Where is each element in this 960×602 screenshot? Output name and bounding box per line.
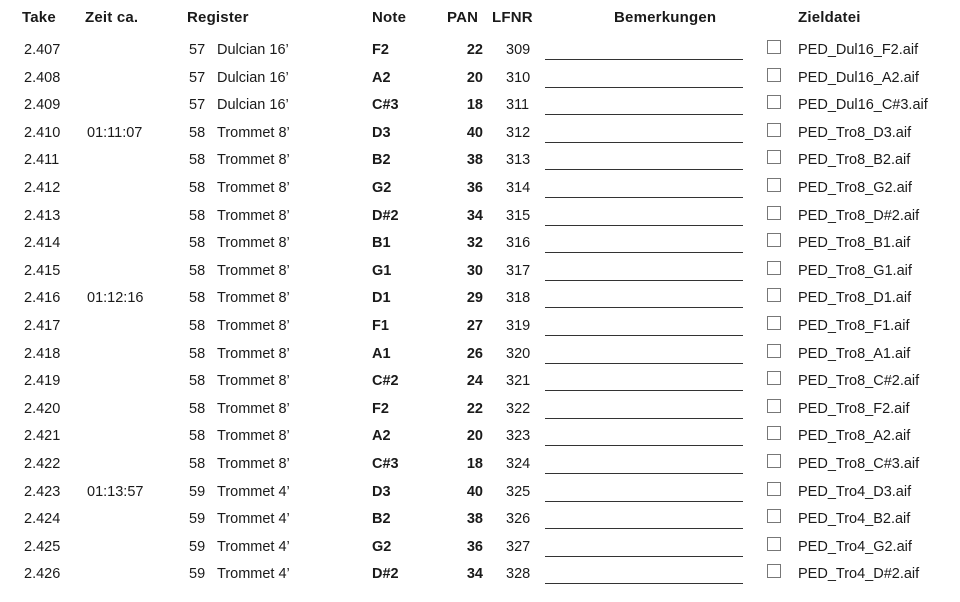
note-cell: D#2 bbox=[372, 207, 399, 224]
register-number: 58 bbox=[189, 373, 206, 390]
bemerkungen-line[interactable] bbox=[545, 197, 743, 198]
register-name: Trommet 8’ bbox=[217, 290, 290, 307]
done-checkbox[interactable] bbox=[767, 261, 781, 275]
done-checkbox[interactable] bbox=[767, 233, 781, 247]
register-number: 58 bbox=[189, 152, 206, 169]
note-cell: F2 bbox=[372, 42, 389, 58]
zieldatei-cell: PED_Dul16_A2.aif bbox=[798, 69, 919, 86]
register-name: Trommet 4’ bbox=[217, 566, 290, 583]
note-cell: C#2 bbox=[372, 373, 399, 390]
take-cell: 2.407 bbox=[24, 42, 61, 58]
register-name: Trommet 8’ bbox=[217, 345, 290, 362]
table-row bbox=[0, 204, 960, 232]
zieldatei-cell: PED_Tro8_F1.aif bbox=[798, 318, 910, 334]
take-cell: 2.420 bbox=[24, 400, 61, 417]
zieldatei-cell: PED_Tro8_B2.aif bbox=[798, 152, 911, 169]
register-number: 57 bbox=[189, 42, 206, 58]
register-name: Trommet 8’ bbox=[217, 207, 290, 224]
register-number: 57 bbox=[189, 97, 206, 114]
done-checkbox[interactable] bbox=[767, 288, 781, 302]
note-cell: D3 bbox=[372, 124, 391, 141]
register-number: 59 bbox=[189, 538, 206, 555]
register-number: 58 bbox=[189, 124, 206, 141]
register-name: Dulcian 16’ bbox=[217, 97, 289, 114]
register-number: 58 bbox=[189, 180, 206, 196]
done-checkbox[interactable] bbox=[767, 150, 781, 164]
done-checkbox[interactable] bbox=[767, 316, 781, 330]
zieldatei-cell: PED_Tro4_G2.aif bbox=[798, 538, 912, 555]
take-cell: 2.421 bbox=[24, 428, 61, 445]
table-row bbox=[0, 93, 960, 121]
note-cell: A1 bbox=[372, 345, 391, 362]
register-number: 57 bbox=[189, 69, 206, 86]
note-cell: D1 bbox=[372, 290, 391, 307]
done-checkbox[interactable] bbox=[767, 426, 781, 440]
done-checkbox[interactable] bbox=[767, 123, 781, 137]
done-checkbox[interactable] bbox=[767, 482, 781, 496]
take-cell: 2.418 bbox=[24, 345, 61, 362]
table-row bbox=[0, 66, 960, 94]
take-cell: 2.414 bbox=[24, 235, 61, 252]
done-checkbox[interactable] bbox=[767, 178, 781, 192]
register-number: 58 bbox=[189, 456, 206, 472]
register-name: Dulcian 16’ bbox=[217, 42, 289, 58]
table-row bbox=[0, 38, 960, 66]
pan-cell: 40 bbox=[466, 483, 483, 500]
pan-cell: 38 bbox=[466, 152, 483, 169]
lfnr-cell: 320 bbox=[506, 345, 531, 362]
table-row bbox=[0, 176, 960, 204]
register-number: 58 bbox=[189, 235, 206, 252]
take-cell: 2.415 bbox=[24, 262, 61, 279]
take-cell: 2.417 bbox=[24, 318, 61, 334]
note-cell: F1 bbox=[372, 318, 389, 334]
lfnr-cell: 316 bbox=[506, 235, 531, 252]
done-checkbox[interactable] bbox=[767, 68, 781, 82]
done-checkbox[interactable] bbox=[767, 344, 781, 358]
zieldatei-cell: PED_Tro4_D#2.aif bbox=[798, 566, 920, 583]
pan-cell: 27 bbox=[466, 318, 483, 334]
table-row bbox=[0, 148, 960, 176]
header-zeit: Zeit ca. bbox=[85, 9, 139, 26]
done-checkbox[interactable] bbox=[767, 399, 781, 413]
done-checkbox[interactable] bbox=[767, 371, 781, 385]
register-name: Trommet 8’ bbox=[217, 180, 290, 196]
lfnr-cell: 327 bbox=[506, 538, 531, 555]
bemerkungen-line[interactable] bbox=[545, 280, 743, 281]
register-number: 59 bbox=[189, 511, 206, 528]
header-note: Note bbox=[372, 9, 407, 26]
lfnr-cell: 328 bbox=[506, 566, 531, 583]
note-cell: C#3 bbox=[372, 97, 399, 114]
bemerkungen-line[interactable] bbox=[545, 142, 743, 143]
header-lfnr: LFNR bbox=[492, 9, 533, 26]
table-row bbox=[0, 369, 960, 397]
zieldatei-cell: PED_Tro8_D1.aif bbox=[798, 290, 912, 307]
register-name: Trommet 8’ bbox=[217, 124, 290, 141]
zieldatei-cell: PED_Tro8_A2.aif bbox=[798, 428, 911, 445]
note-cell: A2 bbox=[372, 69, 391, 86]
take-cell: 2.425 bbox=[24, 538, 61, 555]
lfnr-cell: 323 bbox=[506, 428, 531, 445]
zieldatei-cell: PED_Tro8_D#2.aif bbox=[798, 207, 920, 224]
table-row bbox=[0, 562, 960, 590]
register-name: Trommet 8’ bbox=[217, 373, 290, 390]
bemerkungen-line[interactable] bbox=[545, 501, 743, 502]
bemerkungen-line[interactable] bbox=[545, 583, 743, 584]
register-name: Trommet 8’ bbox=[217, 262, 290, 279]
lfnr-cell: 325 bbox=[506, 483, 531, 500]
zieldatei-cell: PED_Tro8_F2.aif bbox=[798, 400, 910, 417]
register-name: Trommet 8’ bbox=[217, 318, 290, 334]
register-number: 58 bbox=[189, 400, 206, 417]
bemerkungen-line[interactable] bbox=[545, 307, 743, 308]
register-number: 59 bbox=[189, 566, 206, 583]
table-row bbox=[0, 424, 960, 452]
take-cell: 2.411 bbox=[24, 152, 60, 169]
header-pan: PAN bbox=[447, 9, 479, 26]
header-register: Register bbox=[187, 9, 249, 26]
pan-cell: 20 bbox=[466, 69, 483, 86]
lfnr-cell: 326 bbox=[506, 511, 531, 528]
header-zieldatei: Zieldatei bbox=[798, 9, 861, 26]
note-cell: G2 bbox=[372, 180, 392, 196]
table-row bbox=[0, 231, 960, 259]
take-cell: 2.424 bbox=[24, 511, 61, 528]
lfnr-cell: 313 bbox=[506, 152, 531, 169]
take-cell: 2.409 bbox=[24, 97, 61, 114]
pan-cell: 38 bbox=[466, 511, 483, 528]
register-number: 58 bbox=[189, 318, 206, 334]
pan-cell: 20 bbox=[466, 428, 483, 445]
bemerkungen-line[interactable] bbox=[545, 556, 743, 557]
zieldatei-cell: PED_Tro8_B1.aif bbox=[798, 235, 911, 252]
lfnr-cell: 311 bbox=[506, 97, 530, 114]
table-row bbox=[0, 452, 960, 480]
note-cell: D3 bbox=[372, 483, 391, 500]
zieldatei-cell: PED_Tro8_D3.aif bbox=[798, 124, 912, 141]
table-row bbox=[0, 121, 960, 149]
table-row bbox=[0, 397, 960, 425]
note-cell: D#2 bbox=[372, 566, 399, 583]
pan-cell: 34 bbox=[466, 566, 483, 583]
register-name: Dulcian 16’ bbox=[217, 69, 289, 86]
note-cell: B2 bbox=[372, 152, 391, 169]
register-name: Trommet 8’ bbox=[217, 456, 290, 472]
zieldatei-cell: PED_Tro8_C#3.aif bbox=[798, 456, 920, 472]
done-checkbox[interactable] bbox=[767, 40, 781, 54]
take-cell: 2.426 bbox=[24, 566, 61, 583]
lfnr-cell: 318 bbox=[506, 290, 531, 307]
register-name: Trommet 8’ bbox=[217, 152, 290, 169]
zeit-cell: 01:12:16 bbox=[87, 290, 144, 307]
zieldatei-cell: PED_Tro4_B2.aif bbox=[798, 511, 911, 528]
note-cell: F2 bbox=[372, 400, 389, 417]
lfnr-cell: 319 bbox=[506, 318, 531, 334]
bemerkungen-line[interactable] bbox=[545, 169, 743, 170]
table-row bbox=[0, 314, 960, 342]
pan-cell: 29 bbox=[466, 290, 483, 307]
table-row bbox=[0, 286, 960, 314]
note-cell: B1 bbox=[372, 235, 391, 252]
done-checkbox[interactable] bbox=[767, 95, 781, 109]
pan-cell: 30 bbox=[466, 262, 483, 279]
zieldatei-cell: PED_Tro8_G1.aif bbox=[798, 262, 912, 279]
bemerkungen-line[interactable] bbox=[545, 87, 743, 88]
note-cell: A2 bbox=[372, 428, 391, 445]
take-cell: 2.412 bbox=[24, 180, 61, 196]
take-cell: 2.410 bbox=[24, 124, 61, 141]
bemerkungen-line[interactable] bbox=[545, 59, 743, 60]
lfnr-cell: 321 bbox=[506, 373, 531, 390]
done-checkbox[interactable] bbox=[767, 454, 781, 468]
bemerkungen-line[interactable] bbox=[545, 418, 743, 419]
note-cell: B2 bbox=[372, 511, 391, 528]
done-checkbox[interactable] bbox=[767, 206, 781, 220]
pan-cell: 36 bbox=[466, 180, 483, 196]
pan-cell: 32 bbox=[466, 235, 483, 252]
take-cell: 2.416 bbox=[24, 290, 61, 307]
zeit-cell: 01:13:57 bbox=[87, 483, 144, 500]
pan-cell: 18 bbox=[466, 456, 483, 472]
note-cell: G1 bbox=[372, 262, 392, 279]
take-cell: 2.413 bbox=[24, 207, 61, 224]
register-name: Trommet 4’ bbox=[217, 538, 290, 555]
pan-cell: 22 bbox=[466, 42, 483, 58]
zieldatei-cell: PED_Tro4_D3.aif bbox=[798, 483, 912, 500]
pan-cell: 24 bbox=[466, 373, 483, 390]
bemerkungen-line[interactable] bbox=[545, 363, 743, 364]
bemerkungen-line[interactable] bbox=[545, 114, 743, 115]
take-cell: 2.419 bbox=[24, 373, 61, 390]
register-name: Trommet 8’ bbox=[217, 428, 290, 445]
register-name: Trommet 4’ bbox=[217, 511, 290, 528]
take-cell: 2.423 bbox=[24, 483, 61, 500]
register-number: 58 bbox=[189, 428, 206, 445]
lfnr-cell: 312 bbox=[506, 124, 531, 141]
bemerkungen-line[interactable] bbox=[545, 473, 743, 474]
pan-cell: 26 bbox=[466, 345, 483, 362]
register-name: Trommet 8’ bbox=[217, 235, 290, 252]
pan-cell: 40 bbox=[466, 124, 483, 141]
done-checkbox[interactable] bbox=[767, 564, 781, 578]
register-number: 58 bbox=[189, 290, 206, 307]
zieldatei-cell: PED_Tro8_A1.aif bbox=[798, 345, 911, 362]
bemerkungen-line[interactable] bbox=[545, 445, 743, 446]
table-row bbox=[0, 535, 960, 563]
bemerkungen-line[interactable] bbox=[545, 335, 743, 336]
register-number: 58 bbox=[189, 207, 206, 224]
lfnr-cell: 315 bbox=[506, 207, 531, 224]
pan-cell: 36 bbox=[466, 538, 483, 555]
lfnr-cell: 314 bbox=[506, 180, 531, 196]
lfnr-cell: 322 bbox=[506, 400, 531, 417]
register-number: 59 bbox=[189, 483, 206, 500]
lfnr-cell: 317 bbox=[506, 262, 531, 279]
pan-cell: 22 bbox=[466, 400, 483, 417]
note-cell: C#3 bbox=[372, 456, 399, 472]
take-cell: 2.422 bbox=[24, 456, 61, 472]
header-take: Take bbox=[22, 9, 56, 26]
register-name: Trommet 4’ bbox=[217, 483, 290, 500]
take-cell: 2.408 bbox=[24, 69, 61, 86]
register-name: Trommet 8’ bbox=[217, 400, 290, 417]
zeit-cell: 01:11:07 bbox=[87, 124, 143, 141]
note-cell: G2 bbox=[372, 538, 392, 555]
done-checkbox[interactable] bbox=[767, 509, 781, 523]
lfnr-cell: 309 bbox=[506, 42, 531, 58]
table-row bbox=[0, 507, 960, 535]
lfnr-cell: 324 bbox=[506, 456, 531, 472]
register-number: 58 bbox=[189, 262, 206, 279]
table-row bbox=[0, 259, 960, 287]
zieldatei-cell: PED_Dul16_C#3.aif bbox=[798, 97, 928, 114]
lfnr-cell: 310 bbox=[506, 69, 531, 86]
bemerkungen-line[interactable] bbox=[545, 252, 743, 253]
done-checkbox[interactable] bbox=[767, 537, 781, 551]
table-row bbox=[0, 342, 960, 370]
bemerkungen-line[interactable] bbox=[545, 225, 743, 226]
pan-cell: 34 bbox=[466, 207, 483, 224]
bemerkungen-line[interactable] bbox=[545, 528, 743, 529]
zieldatei-cell: PED_Dul16_F2.aif bbox=[798, 42, 919, 58]
register-number: 58 bbox=[189, 345, 206, 362]
zieldatei-cell: PED_Tro8_C#2.aif bbox=[798, 373, 920, 390]
pan-cell: 18 bbox=[466, 97, 483, 114]
table-row bbox=[0, 480, 960, 508]
bemerkungen-line[interactable] bbox=[545, 390, 743, 391]
header-bemerkungen: Bemerkungen bbox=[614, 9, 717, 26]
zieldatei-cell: PED_Tro8_G2.aif bbox=[798, 180, 912, 196]
